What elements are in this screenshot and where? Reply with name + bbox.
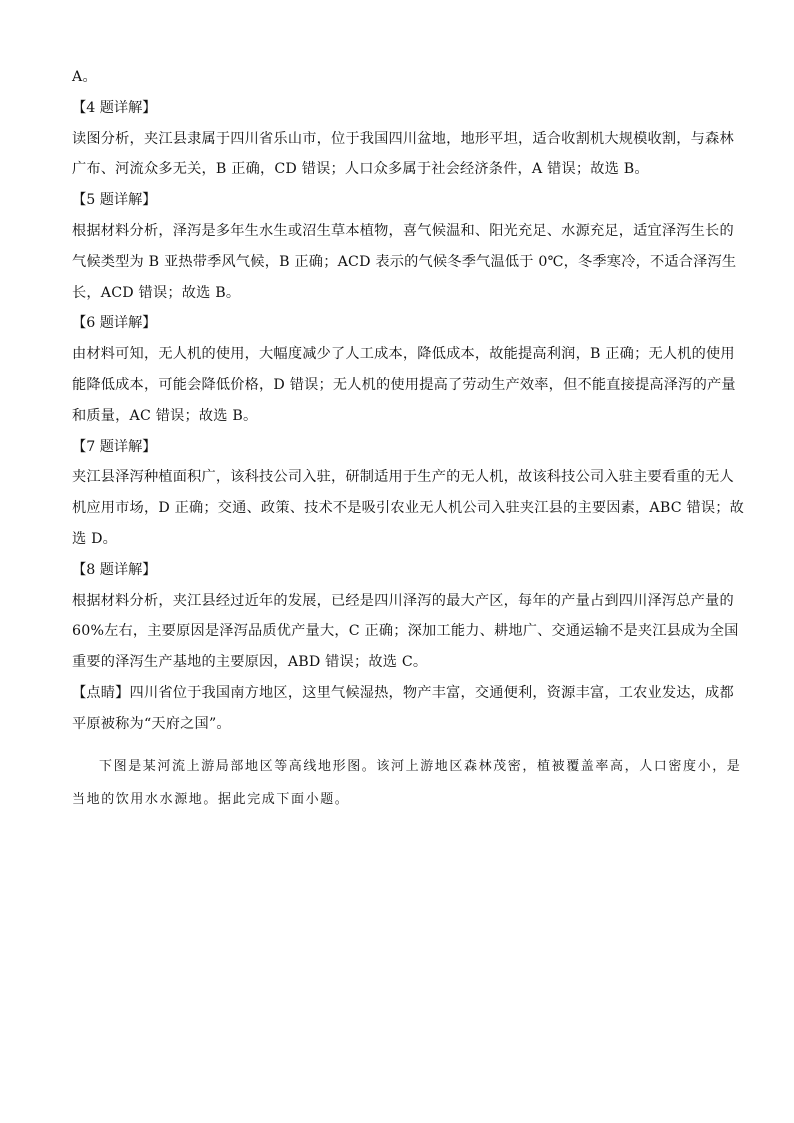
document-page — [72, 62, 745, 816]
key-point-line: 【点睛】四川省位于我国南方地区，这里气候湿热，物产丰富，交通便利，资源丰富，工农业发达，成都 — [72, 684, 734, 701]
text-line: 60%左右，主要原因是泽泻品质优产量大，C 正确；深加工能力、耕地广、交通运输不是夹江县成为全国 — [72, 623, 739, 640]
text-line: 读图分析，夹江县隶属于四川省乐山市，位于我国四川盆地，地形平坦，适合收割机大规模收割，与森林 — [72, 130, 734, 147]
answer-explanations — [72, 62, 745, 740]
text-line: 选 D。 — [72, 530, 118, 547]
section-heading-q5: 【5 题详解】 — [72, 192, 157, 209]
text-line: 气候类型为 B 亚热带季风气候，B 正确；ACD 表示的气候冬季气温低于 0℃，冬季寒冷，不适合泽泻生 — [72, 253, 737, 270]
intro-line: 当地的饮用水水源地。据此完成下面小题。 — [72, 791, 350, 807]
text-line: A。 — [72, 69, 97, 85]
text-line: 由材料可知，无人机的使用，大幅度减少了人工成本，降低成本，故能提高利润，B 正确；无人机的使用 — [72, 346, 735, 363]
key-point-line: 平原被称为“天府之国”。 — [72, 715, 231, 732]
next-question-intro — [72, 750, 742, 816]
text-line: 机应用市场，D 正确；交通、政策、技术不是吸引农业无人机公司入驻夹江县的主要因素，ABC 错误；故 — [72, 500, 745, 517]
intro-line: 下图是某河流上游局部地区等高线地形图。该河上游地区森林茂密，植被覆盖率高，人口密度小，是 — [99, 758, 742, 774]
section-heading-q8: 【8 题详解】 — [72, 561, 157, 578]
text-line: 夹江县泽泻种植面积广，该科技公司入驻，研制适用于生产的无人机，故该科技公司入驻主要看重的无人 — [72, 469, 734, 486]
section-heading-q4: 【4 题详解】 — [72, 99, 157, 116]
text-line: 根据材料分析，泽泻是多年生水生或沼生草本植物，喜气候温和、阳光充足、水源充足，适宜泽泻生长的 — [72, 222, 734, 239]
text-line: 长，ACD 错误；故选 B。 — [72, 284, 241, 301]
text-line: 能降低成本，可能会降低价格，D 错误；无人机的使用提高了劳动生产效率，但不能直接提高泽泻的产量 — [72, 376, 736, 393]
section-heading-q7: 【7 题详解】 — [72, 438, 157, 455]
text-line: 和质量，AC 错误；故选 B。 — [72, 407, 258, 424]
text-line: 广布、河流众多无关，B 正确，CD 错误；人口众多属于社会经济条件，A 错误；故选 B。 — [72, 161, 649, 178]
text-line: 重要的泽泻生产基地的主要原因，ABD 错误；故选 C。 — [72, 654, 428, 671]
text-line: 根据材料分析，夹江县经过近年的发展，已经是四川泽泻的最大产区，每年的产量占到四川泽泻总产量的 — [72, 592, 734, 609]
section-heading-q6: 【6 题详解】 — [72, 315, 157, 332]
